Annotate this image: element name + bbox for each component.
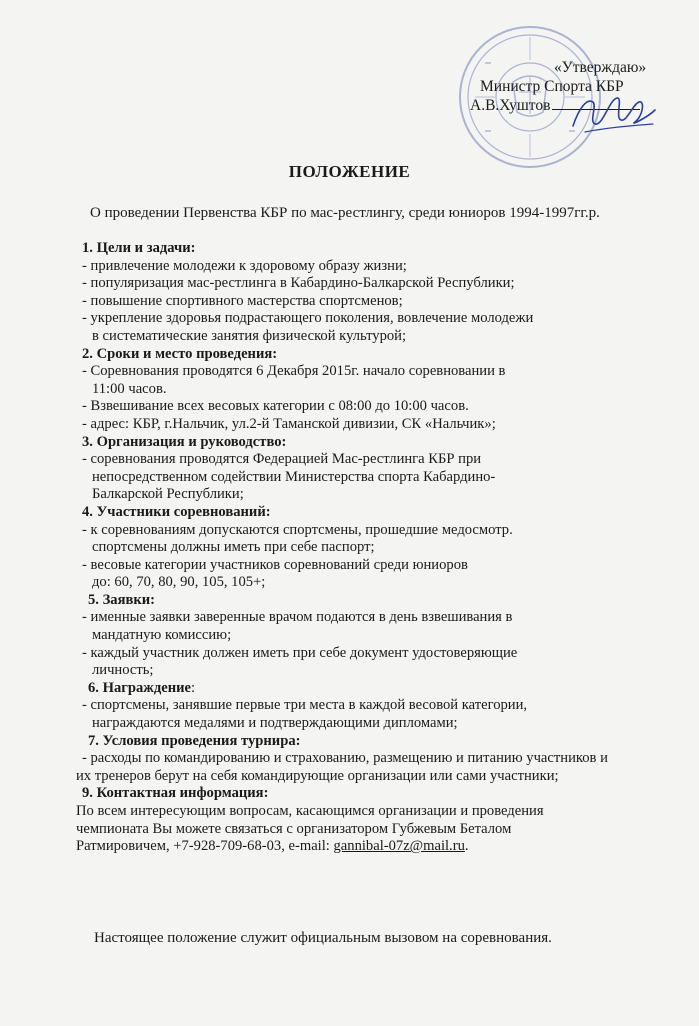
- contact-line: Ратмировичем, +7-928-709-68-03, e-mail: gannibal-07z@mail.ru.: [76, 838, 469, 855]
- text-line: - адрес: КБР, г.Нальчик, ул.2-й Таманской дивизии, СК «Нальчик»;: [82, 415, 496, 432]
- section-heading: 2. Сроки и место проведения:: [82, 345, 278, 362]
- handwritten-signature: [565, 88, 660, 138]
- closing-statement: Настоящее положение служит официальным вызовом на соревнования.: [94, 930, 552, 946]
- text-line: - каждый участник должен иметь при себе документ удостоверяющие: [82, 644, 518, 661]
- text-line: чемпионата Вы можете связаться с организатором Губжевым Беталом: [76, 820, 512, 837]
- text-line: - соревнования проводятся Федерацией Мас-рестлинга КБР при: [82, 451, 482, 468]
- section-heading: 3. Организация и руководство:: [82, 433, 287, 450]
- email-link[interactable]: gannibal-07z@mail.ru: [333, 838, 465, 855]
- approval-title: «Утверждаю»: [554, 59, 647, 76]
- text-line: - к соревнованиям допускаются спортсмены, прошедшие медосмотр.: [82, 521, 513, 538]
- text-line: 11:00 часов.: [92, 380, 167, 397]
- document-title: ПОЛОЖЕНИЕ: [288, 162, 411, 181]
- text-line: до: 60, 70, 80, 90, 105, 105+;: [92, 574, 266, 591]
- text-line: - спортсмены, занявшие первые три места в каждой весовой категории,: [82, 697, 528, 714]
- approval-position: Министр Спорта КБР: [480, 78, 624, 95]
- section-heading: 1. Цели и задачи:: [82, 240, 196, 256]
- approval-name: А.В.Хуштов: [470, 96, 670, 115]
- text-line: - Соревнования проводятся 6 Декабря 2015г. начало соревновании в: [82, 363, 506, 380]
- text-line: По всем интересующим вопросам, касающимся организации и проведения: [76, 803, 544, 819]
- text-line: - популяризация мас-рестлинга в Кабардино-Балкарской Республики;: [82, 275, 515, 292]
- text-line: непосредственном содействии Министерства спорта Кабардино-: [92, 468, 496, 485]
- text-line: мандатную комиссию;: [92, 627, 232, 644]
- text-line: - укрепление здоровья подрастающего поколения, вовлечение молодежи: [82, 310, 534, 327]
- text-line: награждаются медалями и подтверждающими дипломами;: [92, 715, 458, 732]
- document-body: [76, 240, 682, 856]
- text-line: - повышение спортивного мастерства спортсменов;: [82, 292, 403, 309]
- section-heading: 7. Условия проведения турнира:: [88, 732, 301, 749]
- section-heading: 5. Заявки:: [88, 591, 156, 608]
- section-heading: 4. Участники соревнований:: [82, 503, 271, 520]
- section-heading: 9. Контактная информация:: [82, 785, 269, 802]
- text-line: их тренеров берут на себя командирующие организации или сами участники;: [76, 767, 559, 784]
- text-line: личность;: [92, 662, 154, 679]
- text-line: спортсмены должны иметь при себе паспорт;: [92, 539, 375, 556]
- text-line: - весовые категории участников соревнований среди юниоров: [82, 556, 468, 573]
- text-line: - Взвешивание всех весовых категории с 08:00 до 10:00 часов.: [82, 398, 469, 415]
- document-subtitle: О проведении Первенства КБР по мас-рестлингу, среди юниоров 1994-1997гг.р.: [90, 205, 600, 221]
- text-line: Балкарской Республики;: [92, 486, 244, 503]
- text-line: - именные заявки заверенные врачом подаются в день взвешивания в: [82, 609, 513, 626]
- section-heading-6: 6. Награждение:: [88, 679, 196, 696]
- text-line: в систематические занятия физической культурой;: [92, 327, 407, 344]
- text-line: - расходы по командированию и страхованию, размещению и питанию участников и: [82, 750, 608, 767]
- text-line: - привлечение молодежи к здоровому образу жизни;: [82, 257, 407, 274]
